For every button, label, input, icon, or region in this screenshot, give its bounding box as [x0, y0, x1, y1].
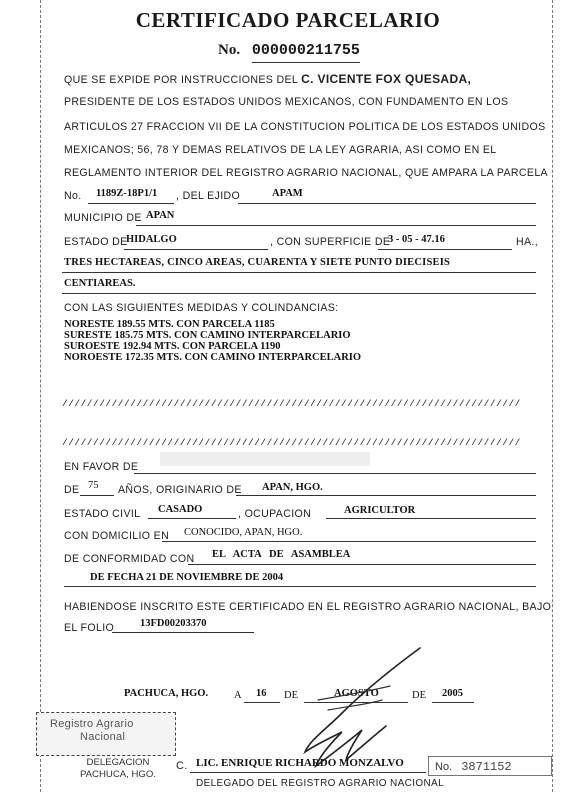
domicilio-underline	[162, 541, 536, 542]
holder-ocupacion: AGRICULTOR	[344, 505, 416, 516]
serial-label: No.	[435, 761, 453, 773]
area-underline-2	[62, 293, 536, 294]
signer-title: DELEGADO DEL REGISTRO AGRARIO NACIONAL	[196, 778, 444, 789]
preamble-prefix: QUE SE EXPIDE POR INSTRUCCIONES DEL	[64, 74, 298, 86]
boundary-line-1: NORESTE 189.55 MTS. CON PARCELA 1185	[64, 319, 275, 330]
fecha-asamblea: DE FECHA 21 DE NOVIEMBRE DE 2004	[90, 572, 284, 583]
issue-a-label: A	[234, 690, 242, 701]
superficie-underline	[378, 249, 512, 250]
redacted-name-area	[160, 452, 370, 466]
municipio-underline	[136, 225, 536, 226]
certificate-number-line	[218, 42, 360, 59]
estado-label: ESTADO DE	[64, 236, 128, 248]
civil-underline	[148, 518, 236, 519]
registry-line: HABIENDOSE INSCRITO ESTE CERTIFICADO EN EL REGISTRO AGRARIO NACIONAL, BAJO	[64, 601, 552, 613]
civil-label: ESTADO CIVIL	[64, 508, 141, 520]
age-underline	[80, 495, 114, 496]
issue-de-label-1: DE	[284, 690, 298, 701]
boundary-line-4: NOROESTE 172.35 MTS. CON CAMINO INTERPARCELARIO	[64, 352, 362, 363]
parcel-no-label: No.	[64, 190, 82, 202]
issue-day: 16	[256, 688, 267, 699]
folio-underline	[112, 632, 254, 633]
folio-number: 13FD00203370	[140, 618, 207, 629]
domicilio-label: CON DOMICILIO EN	[64, 530, 170, 542]
de-label: DE	[64, 484, 80, 496]
holder-civil: CASADO	[158, 504, 203, 515]
handwritten-signature	[270, 640, 440, 780]
issue-de-label-2: DE	[412, 690, 426, 701]
left-border	[40, 0, 42, 792]
right-border	[552, 0, 554, 792]
serial-number: 3871152	[461, 760, 512, 774]
issue-month: AGOSTO	[334, 688, 379, 699]
preamble-line-5: REGLAMENTO INTERIOR DEL REGISTRO AGRARIO NACIONAL, QUE AMPARA LA PARCELA	[64, 167, 548, 179]
holder-domicilio: CONOCIDO, APAN, HGO.	[184, 527, 303, 538]
parcel-number-underline	[88, 203, 174, 204]
ejido-underline	[238, 203, 536, 204]
municipio-name: APAN	[146, 210, 175, 221]
certificate-number: 000000211755	[251, 42, 360, 59]
parcel-number: 1189Z-18P1/1	[96, 188, 158, 199]
ocupacion-label: , OCUPACION	[238, 508, 312, 520]
preamble-line-3: ARTICULOS 27 FRACCION VII DE LA CONSTITUCION POLITICA DE LOS ESTADOS UNIDOS	[64, 121, 546, 133]
delegacion-line-2: PACHUCA, HGO.	[79, 769, 157, 780]
document-title: CERTIFICADO PARCELARIO	[135, 8, 441, 32]
number-underline	[252, 62, 360, 63]
favor-label: EN FAVOR DE	[64, 461, 139, 473]
estado-name: HIDALGO	[126, 234, 177, 245]
superficie-value: 3 - 05 - 47.16	[388, 234, 445, 245]
area-text-1: TRES HECTAREAS, CINCO AREAS, CUARENTA Y SIETE PUNTO DIECISEIS	[64, 257, 451, 268]
superficie-label: , CON SUPERFICIE DE	[270, 236, 391, 248]
preamble-line-1	[64, 72, 471, 86]
conformidad-label: DE CONFORMIDAD CON	[64, 553, 195, 565]
stamp-line-1: Registro Agrario	[50, 718, 134, 730]
preamble-line-2: PRESIDENTE DE LOS ESTADOS UNIDOS MEXICANOS, CON FUNDAMENTO EN LOS	[64, 96, 509, 108]
certificate-number-label: No.	[218, 42, 241, 58]
estado-underline	[124, 249, 268, 250]
origin-underline	[236, 495, 536, 496]
ejido-label: , DEL EJIDO	[176, 190, 241, 202]
ha-label: HA.,	[516, 236, 539, 248]
boundaries-label: CON LAS SIGUIENTES MEDIDAS Y COLINDANCIAS:	[64, 302, 339, 314]
issue-place: PACHUCA, HGO.	[124, 688, 209, 699]
ocupacion-underline	[326, 518, 536, 519]
area-underline-1	[62, 272, 536, 273]
favor-underline	[134, 473, 536, 474]
issue-year: 2005	[442, 688, 463, 699]
ejido-name: APAM	[272, 188, 303, 199]
conformidad-value: EL ACTA DE ASAMBLEA	[212, 549, 351, 560]
president-name: C. VICENTE FOX QUESADA,	[301, 72, 472, 86]
municipio-label: MUNICIPIO DE	[64, 212, 142, 224]
boundary-fill-hatch	[62, 371, 536, 459]
fecha-underline	[64, 586, 536, 587]
boundary-line-2: SURESTE 185.75 MTS. CON CAMINO INTERPARCELARIO	[64, 330, 351, 341]
signer-prefix: C.	[176, 760, 188, 772]
signer-name: LIC. ENRIQUE RICHARDO MONZALVO	[196, 757, 404, 769]
delegacion-line-1: DELEGACION	[86, 757, 150, 768]
anos-label: AÑOS, ORIGINARIO DE	[118, 484, 242, 496]
conformidad-underline	[188, 564, 536, 565]
serial-number-box	[428, 756, 552, 776]
hatch-line: //////////////////////////////////////////////////////////////////////////	[62, 398, 521, 409]
hatch-line: //////////////////////////////////////////////////////////////////////////	[62, 437, 521, 448]
preamble-line-4: MEXICANOS; 56, 78 Y DEMAS RELATIVOS DE LA LEY AGRARIA, ASI COMO EN EL	[64, 144, 497, 156]
folio-label: EL FOLIO	[64, 622, 115, 634]
holder-age: 75	[88, 480, 99, 491]
stamp-line-2: Nacional	[80, 731, 126, 743]
stamp-text	[50, 718, 134, 744]
boundary-line-3: SUROESTE 192.94 MTS. CON PARCELA 1190	[64, 341, 281, 352]
area-text-2: CENTIAREAS.	[64, 278, 136, 289]
holder-origin: APAN, HGO.	[262, 482, 323, 493]
